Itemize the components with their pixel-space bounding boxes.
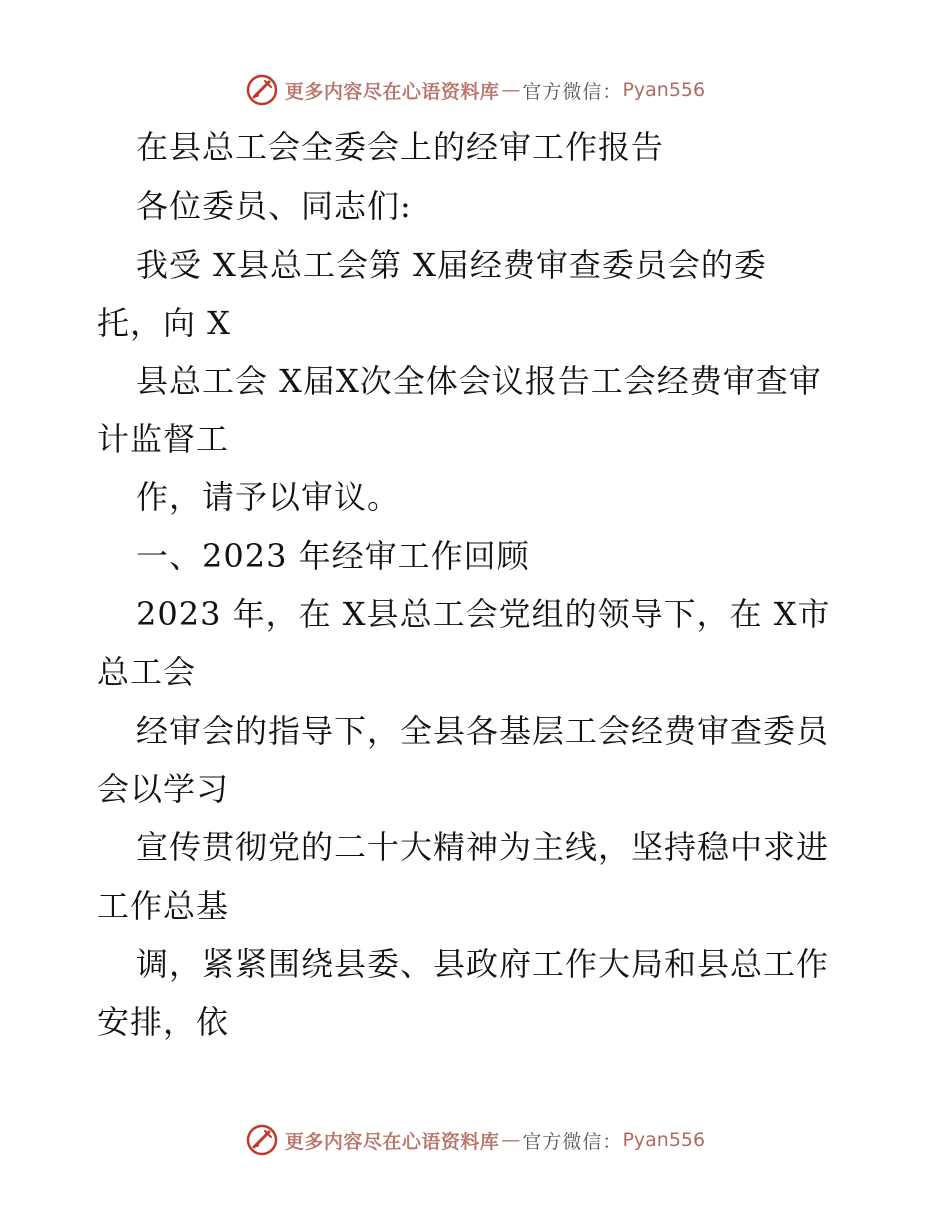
watermark-text: 更多内容尽在心语资料库 bbox=[284, 80, 500, 103]
paragraph-line: 宣传贯彻党的二十大精神为主线，坚持稳中求进 bbox=[136, 828, 830, 866]
paragraph-line: 调，紧紧围绕县委、县政府工作大局和县总工作 bbox=[136, 945, 830, 983]
watermark-contact-label: 官方微信： bbox=[522, 1130, 623, 1153]
watermark-contact-id: Pyan556 bbox=[622, 1129, 706, 1151]
paragraph-line: 工作总基 bbox=[97, 887, 230, 925]
section-heading: 一、2023 年经审工作回顾 bbox=[136, 537, 530, 575]
watermark-contact-label: 官方微信： bbox=[522, 80, 623, 103]
paragraph-line: 会以学习 bbox=[97, 770, 230, 808]
watermark-separator: — bbox=[501, 79, 521, 101]
watermark-header bbox=[0, 70, 950, 110]
document-title: 在县总工会全委会上的经审工作报告 bbox=[136, 128, 665, 166]
paragraph-line: 安排，依 bbox=[97, 1003, 230, 1041]
watermark-text: 更多内容尽在心语资料库 bbox=[284, 1130, 500, 1153]
logo-icon bbox=[245, 1123, 279, 1157]
paragraph-line: 2023 年，在 X县总工会党组的领导下，在 X市 bbox=[136, 595, 831, 633]
paragraph-line: 总工会 bbox=[97, 653, 197, 691]
watermark-footer bbox=[0, 1120, 950, 1160]
paragraph-line: 作，请予以审议。 bbox=[136, 478, 401, 516]
paragraph-line: 经审会的指导下，全县各基层工会经费审查委员 bbox=[136, 712, 830, 750]
salutation: 各位委员、同志们: bbox=[136, 187, 412, 225]
logo-icon bbox=[245, 73, 279, 107]
watermark-separator: — bbox=[501, 1129, 521, 1151]
paragraph-line: 县总工会 X届X次全体会议报告工会经费审查审 bbox=[136, 362, 822, 400]
paragraph-line: 我受 X县总工会第 X届经费审查委员会的委 bbox=[136, 246, 767, 284]
watermark-contact-id: Pyan556 bbox=[622, 79, 706, 101]
paragraph-line: 计监督工 bbox=[97, 420, 230, 458]
paragraph-line: 托，向 X bbox=[97, 304, 231, 342]
